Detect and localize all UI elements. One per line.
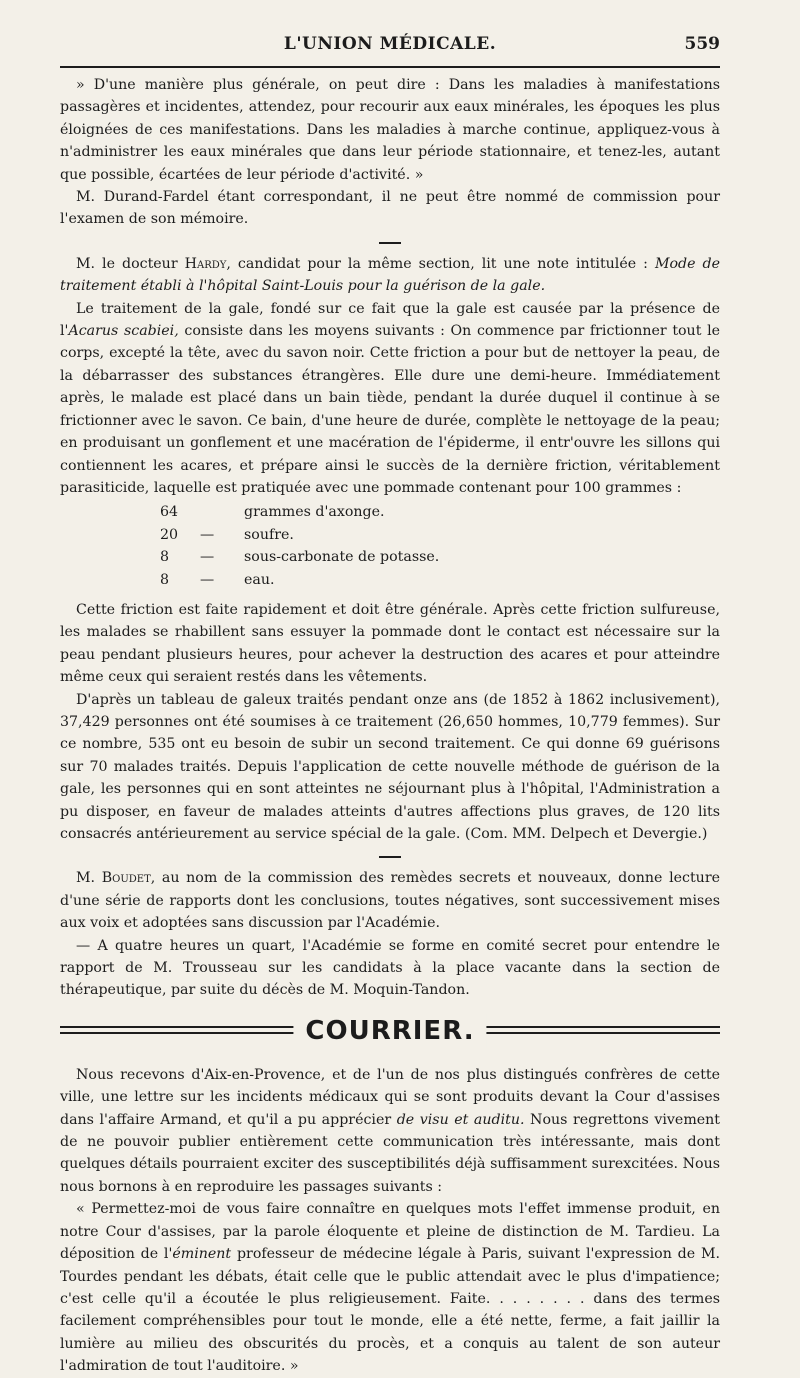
- separator: [60, 233, 720, 253]
- formula-item: sous-carbonate de potasse.: [244, 549, 440, 566]
- paragraph: Cette friction est faite rapidement et doit être générale. Après cette friction sulfureuse, les malades se rhabillent sans essuyer la pommade dont le contact est nécessaire sur la peau pendant plusieurs heures, pour achever la destruction des acares et pour atteindre même ceux qui seraient restés dans les vêtements.: [60, 601, 720, 686]
- formula-qty: 20: [160, 526, 179, 543]
- paragraph: [60, 867, 720, 934]
- formula-row: [160, 501, 720, 523]
- header-rule: [60, 66, 720, 68]
- formula-qty: 8: [160, 571, 170, 588]
- formula-item: grammes d'axonge.: [244, 504, 385, 521]
- paragraph: [60, 1064, 720, 1198]
- formula-item: eau.: [244, 571, 275, 588]
- formula-dash: —: [200, 549, 215, 566]
- author-name: Hardy: [184, 255, 227, 272]
- paragraph: [60, 253, 720, 298]
- formula-row: [160, 524, 720, 546]
- formula-row: [160, 569, 720, 591]
- formula-row: [160, 546, 720, 568]
- text-run: , au nom de la commission des remèdes secrets et nouveaux, donne lecture d'une série de rapports dont les conclusions, toutes négatives, sont successivement mises aux voix et adoptées sans discussion par l'Académie.: [60, 870, 720, 932]
- paragraph: [60, 298, 720, 500]
- article-body: [60, 74, 720, 1378]
- text-run: Nous recevons d'Aix-en-Provence, et de l'un de nos plus distingués confrères de cette ville, une lettre sur les incidents médicaux qui se sont produits devant la Cour d'assises dans l'affaire Armand, et qu'il a pu apprécier: [60, 1066, 720, 1128]
- text-run: Nous regrettons vivement de ne pouvoir publier entièrement cette communication très intéressante, mais dont quelques détails pourraient exciter des susceptibilités déjà suffisamment surexcitées. Nous nous bornons à en reproduire les passages suivants :: [60, 1111, 721, 1195]
- text-run: consiste dans les moyens suivants : On commence par frictionner tout le corps, excepté la tête, avec du savon noir. Cette friction a pour but de nettoyer la peau, de la débarrasser des substances étrangères. Elle dure une demi-heure. Immédiatement après, le malade est placé dans un bain tiède, pendant la durée duquel il continue à se frictionner avec le savon. Ce bain, d'une heure de durée, complète le nettoyage de la peau; en produisant un gonflement et une macération de l'épiderme, il entr'ouvre les sillons qui contiennent les acares, et prépare ainsi le succès de la dernière friction, véritablement parasiticide, laquelle est pratiquée avec une pommade contenant pour 100 grammes :: [60, 323, 720, 496]
- formula-qty: 64: [160, 504, 179, 521]
- paragraph: — A quatre heures un quart, l'Académie se forme en comité secret pour entendre le rapport de M. Trousseau sur les candidats à la place vacante dans la section de thérapeutique, par suite du décès de M. Moquin-Tandon.: [60, 937, 720, 999]
- paragraph: D'après un tableau de galeux traités pendant onze ans (de 1852 à 1862 inclusivement), 37,429 personnes ont été soumises à ce traitement (26,650 hommes, 10,779 femmes). Sur ce nombre, 535 ont eu besoin de subir un second traitement. Ce qui donne 69 guérisons sur 70 malades traités. Depuis l'application de cette nouvelle méthode de guérison de la gale, les personnes qui en sont atteintes ne séjournant plus à l'hôpital, l'Administration a pu disposer, en faveur de malades atteints d'autres affections plus graves, de 120 lits consacrés antérieurement au service spécial de la gale. (Com. MM. Delpech et Devergie.): [60, 691, 720, 842]
- text-run: M.: [76, 870, 102, 887]
- paragraph: M. Durand-Fardel étant correspondant, il ne peut être nommé de commission pour l'examen de son mémoire.: [60, 189, 720, 228]
- note-title: Mode de traitement établi à l'hôpital Saint-Louis pour la guérison de la gale.: [60, 255, 720, 295]
- paragraph: [60, 1198, 720, 1377]
- formula-item: soufre.: [244, 526, 294, 543]
- formula-dash: [200, 501, 244, 523]
- ointment-formula: [160, 501, 720, 591]
- author-name: Boudet: [101, 870, 151, 887]
- journal-title: L'UNION MÉDICALE.: [283, 34, 497, 54]
- text-run: M. le docteur: [76, 255, 185, 272]
- text-run: professeur de médecine légale à Paris, suivant l'expression de M. Tourdes pendant les débats, était celle que le public attendait avec le plus d'impatience; c'est celle qu'il a écoutée le plus religieusement. Faite. . . . . . . . dans des termes facilement compréhensibles pour tout le monde, elle a été nette, ferme, a fait jaillir la lumière au milieu des obscurités du procès, et a conquis au talent de son auteur l'admiration de tout l'auditoire. »: [60, 1246, 720, 1375]
- text-run: , candidat pour la même section, lit une note intitulée :: [226, 255, 655, 272]
- species-name: Acarus scabiei,: [68, 323, 179, 340]
- formula-qty: 8: [160, 549, 170, 566]
- separator: [60, 847, 720, 867]
- section-title: COURRIER.: [293, 1014, 486, 1048]
- formula-dash: —: [200, 571, 215, 588]
- page-number: 559: [684, 34, 720, 54]
- text-run: « Permettez-moi de vous faire connaître en quelques mots l'effet immense produit, en notre Cour d'assises, par la parole éloquente et pleine de distinction de M. Tardieu. La déposition de l': [60, 1201, 720, 1263]
- emphasis: éminent: [172, 1246, 232, 1263]
- page-header: [60, 30, 720, 64]
- paragraph: » D'une manière plus générale, on peut dire : Dans les maladies à manifestations passagères et incidentes, attendez, pour recourir aux eaux minérales, les époques les plus éloignées de ces manifestations. Dans les maladies à marche continue, appliquez-vous à n'administrer les eaux minérales que dans leur période stationnaire, et tenez-les, autant que possible, écartées de leur période d'activité. »: [60, 77, 720, 183]
- formula-dash: —: [200, 526, 215, 543]
- text-run: Le traitement de la gale, fondé sur ce fait que la gale est causée par la présence de l': [60, 300, 720, 340]
- section-banner: [60, 1014, 720, 1054]
- latin-phrase: de visu et auditu.: [396, 1111, 525, 1128]
